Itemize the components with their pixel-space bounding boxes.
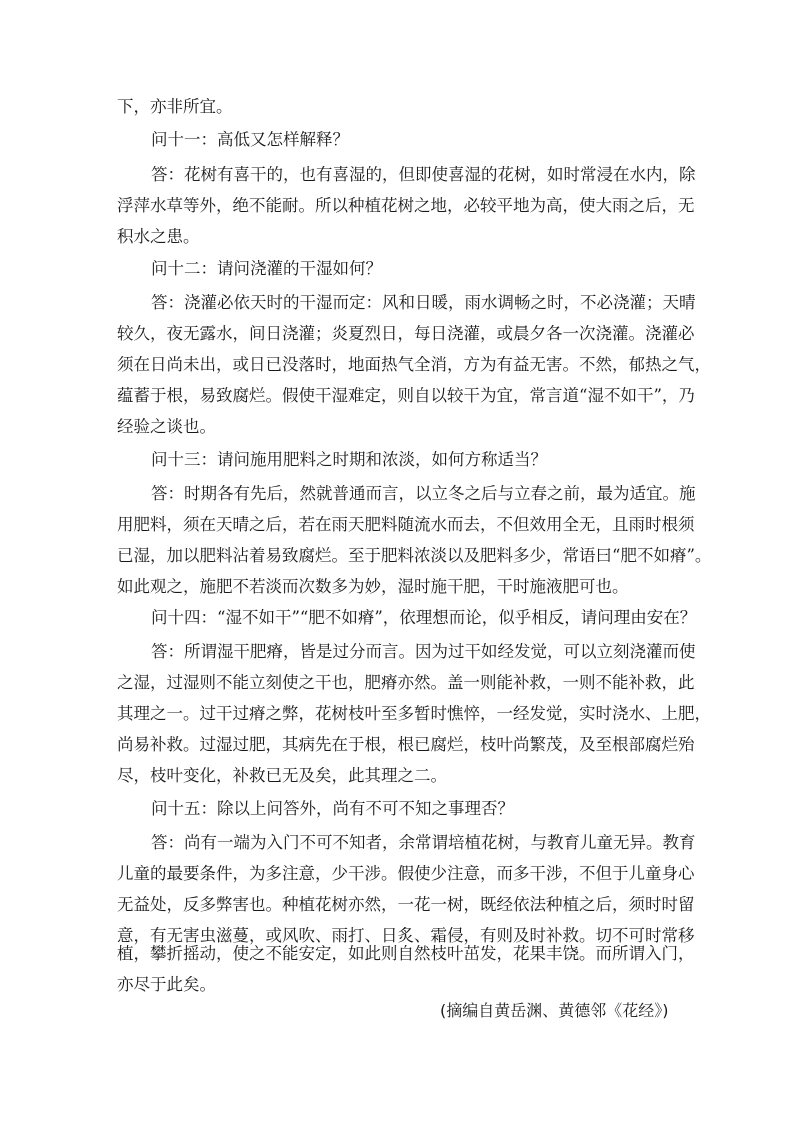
- paragraph-line: 其 理 之 一 。 过 干 过 瘠 之 弊 ， 花 树 枝 叶 至 多 暂 时 憔 悴 ， 一 经 发 觉 ， 实 时 浇 水 、 上 肥 ，: [117, 704, 711, 723]
- paragraph-line: 已 湿 ， 加 以 肥 料 沾 着 易 致 腐 烂 。 至 于 肥 料 浓 淡 以 及 肥 料 多 少 ， 常 语 曰 “ 肥 不 如 瘠 ” 。: [117, 546, 712, 565]
- paragraph-line: 答 ： 尚 有 一 端 为 入 门 不 可 不 知 者 ， 余 常 谓 培 植 花 树 ， 与 教 育 儿 童 无 异 。 教 育: [151, 833, 696, 852]
- paragraph-line: 经验之谈也。: [117, 417, 216, 436]
- question-heading: 问十一：高低又怎样解释？: [151, 130, 349, 149]
- paragraph-line: 亦尽于此矣。: [117, 975, 216, 994]
- paragraph-line: 答 ： 花 树 有 喜 干 的 ， 也 有 喜 湿 的 ， 但 即 使 喜 湿 的 花 树 ， 如 时 常 浸 在 水 内 ， 除: [151, 165, 696, 184]
- paragraph-line: 须 在 日 尚 未 出 ， 或 日 已 没 落 时 ， 地 面 热 气 全 消 ， 方 为 有 益 无 害 。 不 然 ， 郁 热 之 气 ，: [117, 355, 711, 374]
- paragraph-line: 尚 易 补 救 。 过 湿 过 肥 ， 其 病 先 在 于 根 ， 根 已 腐 烂 ， 枝 叶 尚 繁 茂 ， 及 至 根 部 腐 烂 殆: [117, 735, 695, 754]
- paragraph-line: 较 久 ， 夜 无 露 水 ， 间 日 浇 灌 ； 炎 夏 烈 日 ， 每 日 浇 灌 ， 或 晨 夕 各 一 次 浇 灌 。 浇 灌 必: [117, 324, 695, 343]
- paragraph-line: 答 ： 所 谓 湿 干 肥 瘠 ， 皆 是 过 分 而 言 。 因 为 过 干 如 经 发 觉 ， 可 以 立 刻 浇 灌 而 使: [151, 642, 696, 661]
- paragraph-line: 之 湿 ， 过 湿 则 不 能 立 刻 使 之 干 也 ， 肥 瘠 亦 然 。 盖 一 则 能 补 救 ， 一 则 不 能 补 救 ， 此: [117, 673, 695, 692]
- paragraph-line: 无 益 处 ， 反 多 弊 害 也 。 种 植 花 树 亦 然 ， 一 花 一 树 ， 既 经 依 法 种 植 之 后 ， 须 时 时 留: [117, 895, 695, 914]
- paragraph-line: 用 肥 料 ， 须 在 天 晴 之 后 ， 若 在 雨 天 肥 料 随 流 水 而 去 ， 不 但 效 用 全 无 ， 且 雨 时 根 须: [117, 515, 695, 534]
- paragraph-line: 浮 萍 水 草 等 外 ， 绝 不 能 耐 。 所 以 种 植 花 树 之 地 ， 必 较 平 地 为 高 ， 使 大 雨 之 后 ， 无: [117, 196, 695, 215]
- question-heading: 问十五：除以上问答外，尚有不可不知之事理否？: [151, 799, 514, 818]
- paragraph-line: 植 ， 攀 折 摇 动 ， 使 之 不 能 安 定 ， 如 此 则 自 然 枝 叶 茁 发 ， 花 果 丰 饶 。 而 所 谓 入 门 ，: [117, 944, 695, 963]
- paragraph-line: 答 ： 浇 灌 必 依 天 时 的 干 湿 而 定 ： 风 和 日 暖 ， 雨 水 调 畅 之 时 ， 不 必 浇 灌 ； 天 晴: [151, 293, 696, 312]
- paragraph-line: 下，亦非所宜。: [117, 97, 233, 116]
- question-heading: 问十三：请问施用肥料之时期和浓淡，如何方称适当？: [151, 450, 547, 469]
- paragraph-line: 如此观之，施肥不若淡而次数多为妙，湿时施干肥，干时施液肥可也。: [117, 577, 629, 596]
- paragraph-line: 尽，枝叶变化，补救已无及矣，此其理之二。: [117, 766, 447, 785]
- source-citation: (摘编自黄岳渊、黄德邻《花经》): [440, 1001, 669, 1020]
- paragraph-line: 儿 童 的 最 要 条 件 ， 为 多 注 意 ， 少 干 涉 。 假 使 少 注 意 ， 而 多 干 涉 ， 不 但 于 儿 童 身 心: [117, 864, 695, 883]
- paragraph-line: 答 ： 时 期 各 有 先 后 ， 然 就 普 通 而 言 ， 以 立 冬 之 后 与 立 春 之 前 ， 最 为 适 宜 。 施: [151, 484, 696, 503]
- paragraph-line: 意 ， 有 无 害 虫 滋 蔓 ， 或 风 吹 、 雨 打 、 日 炙 、 霜 侵 ， 有 则 及 时 补 救 。 切 不 可 时 常 移: [117, 926, 695, 945]
- question-heading: 问十二：请问浇灌的干湿如何？: [151, 259, 382, 278]
- paragraph-line: 积水之患。: [117, 227, 200, 246]
- paragraph-line: 蕴 蓄 于 根 ， 易 致 腐 烂 。 假 使 干 湿 难 定 ， 则 自 以 较 干 为 宜 ， 常 言 道 “ 湿 不 如 干 ” ， 乃: [117, 386, 695, 405]
- question-heading: 问 十 四 ： “ 湿 不 如 干 ” “ 肥 不 如 瘠 ” ， 依 理 想 而 论 ， 似 乎 相 反 ， 请 问 理 由 安 在 ？: [151, 608, 697, 627]
